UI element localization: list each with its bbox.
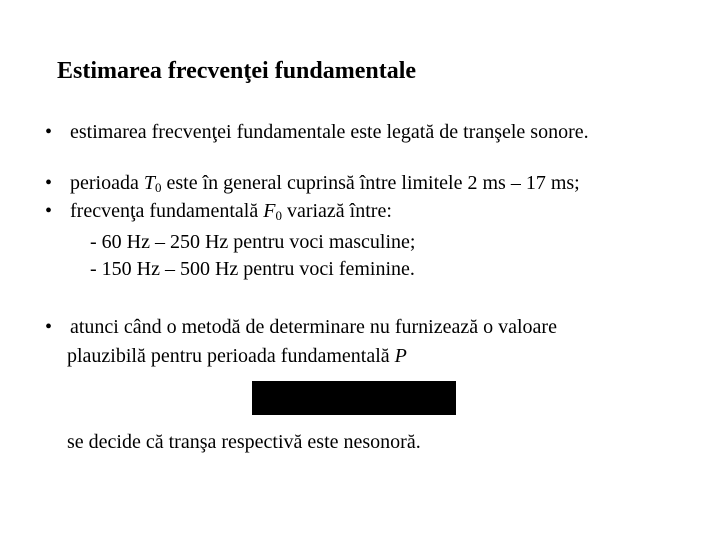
subscript-zero: 0 bbox=[154, 180, 162, 195]
bullet-frequency bbox=[45, 198, 392, 224]
range-male: - 60 Hz – 250 Hz pentru voci masculine; bbox=[90, 231, 416, 253]
bullet-text-pre: perioada bbox=[70, 172, 144, 194]
subscript-zero: 0 bbox=[275, 208, 282, 223]
continuation-text: plauzibilă pentru perioada fundamentală bbox=[67, 345, 395, 367]
bullet-text-pre: frecvenţa fundamentală bbox=[70, 200, 264, 222]
bullet-text-post: este în general cuprinsă între limitele 2 ms – 17 ms; bbox=[161, 172, 580, 194]
bullet-icon: • bbox=[45, 172, 53, 194]
slide-title: Estimarea frecvenţei fundamentale bbox=[57, 58, 417, 84]
range-female: - 150 Hz – 500 Hz pentru voci feminine. bbox=[90, 258, 415, 280]
bullet-text: estimarea frecvenţei fundamentale este legată de tranşele sonore. bbox=[70, 121, 589, 143]
bullet-period bbox=[45, 170, 580, 196]
condition-continuation bbox=[67, 343, 407, 369]
variable-f: F bbox=[263, 200, 276, 222]
bullet-estimation bbox=[45, 119, 589, 145]
bullet-icon: • bbox=[45, 121, 53, 143]
variable-t: T bbox=[143, 172, 155, 194]
redacted-formula-box bbox=[252, 381, 456, 415]
bullet-text-post: variază între: bbox=[281, 200, 392, 222]
bullet-icon: • bbox=[45, 200, 53, 222]
conclusion-text: se decide că tranşa respectivă este nesonoră. bbox=[67, 431, 421, 453]
bullet-icon: • bbox=[45, 316, 53, 338]
variable-p: P bbox=[394, 345, 407, 367]
bullet-text: atunci când o metodă de determinare nu furnizează o valoare bbox=[70, 316, 557, 338]
bullet-condition bbox=[45, 314, 557, 340]
